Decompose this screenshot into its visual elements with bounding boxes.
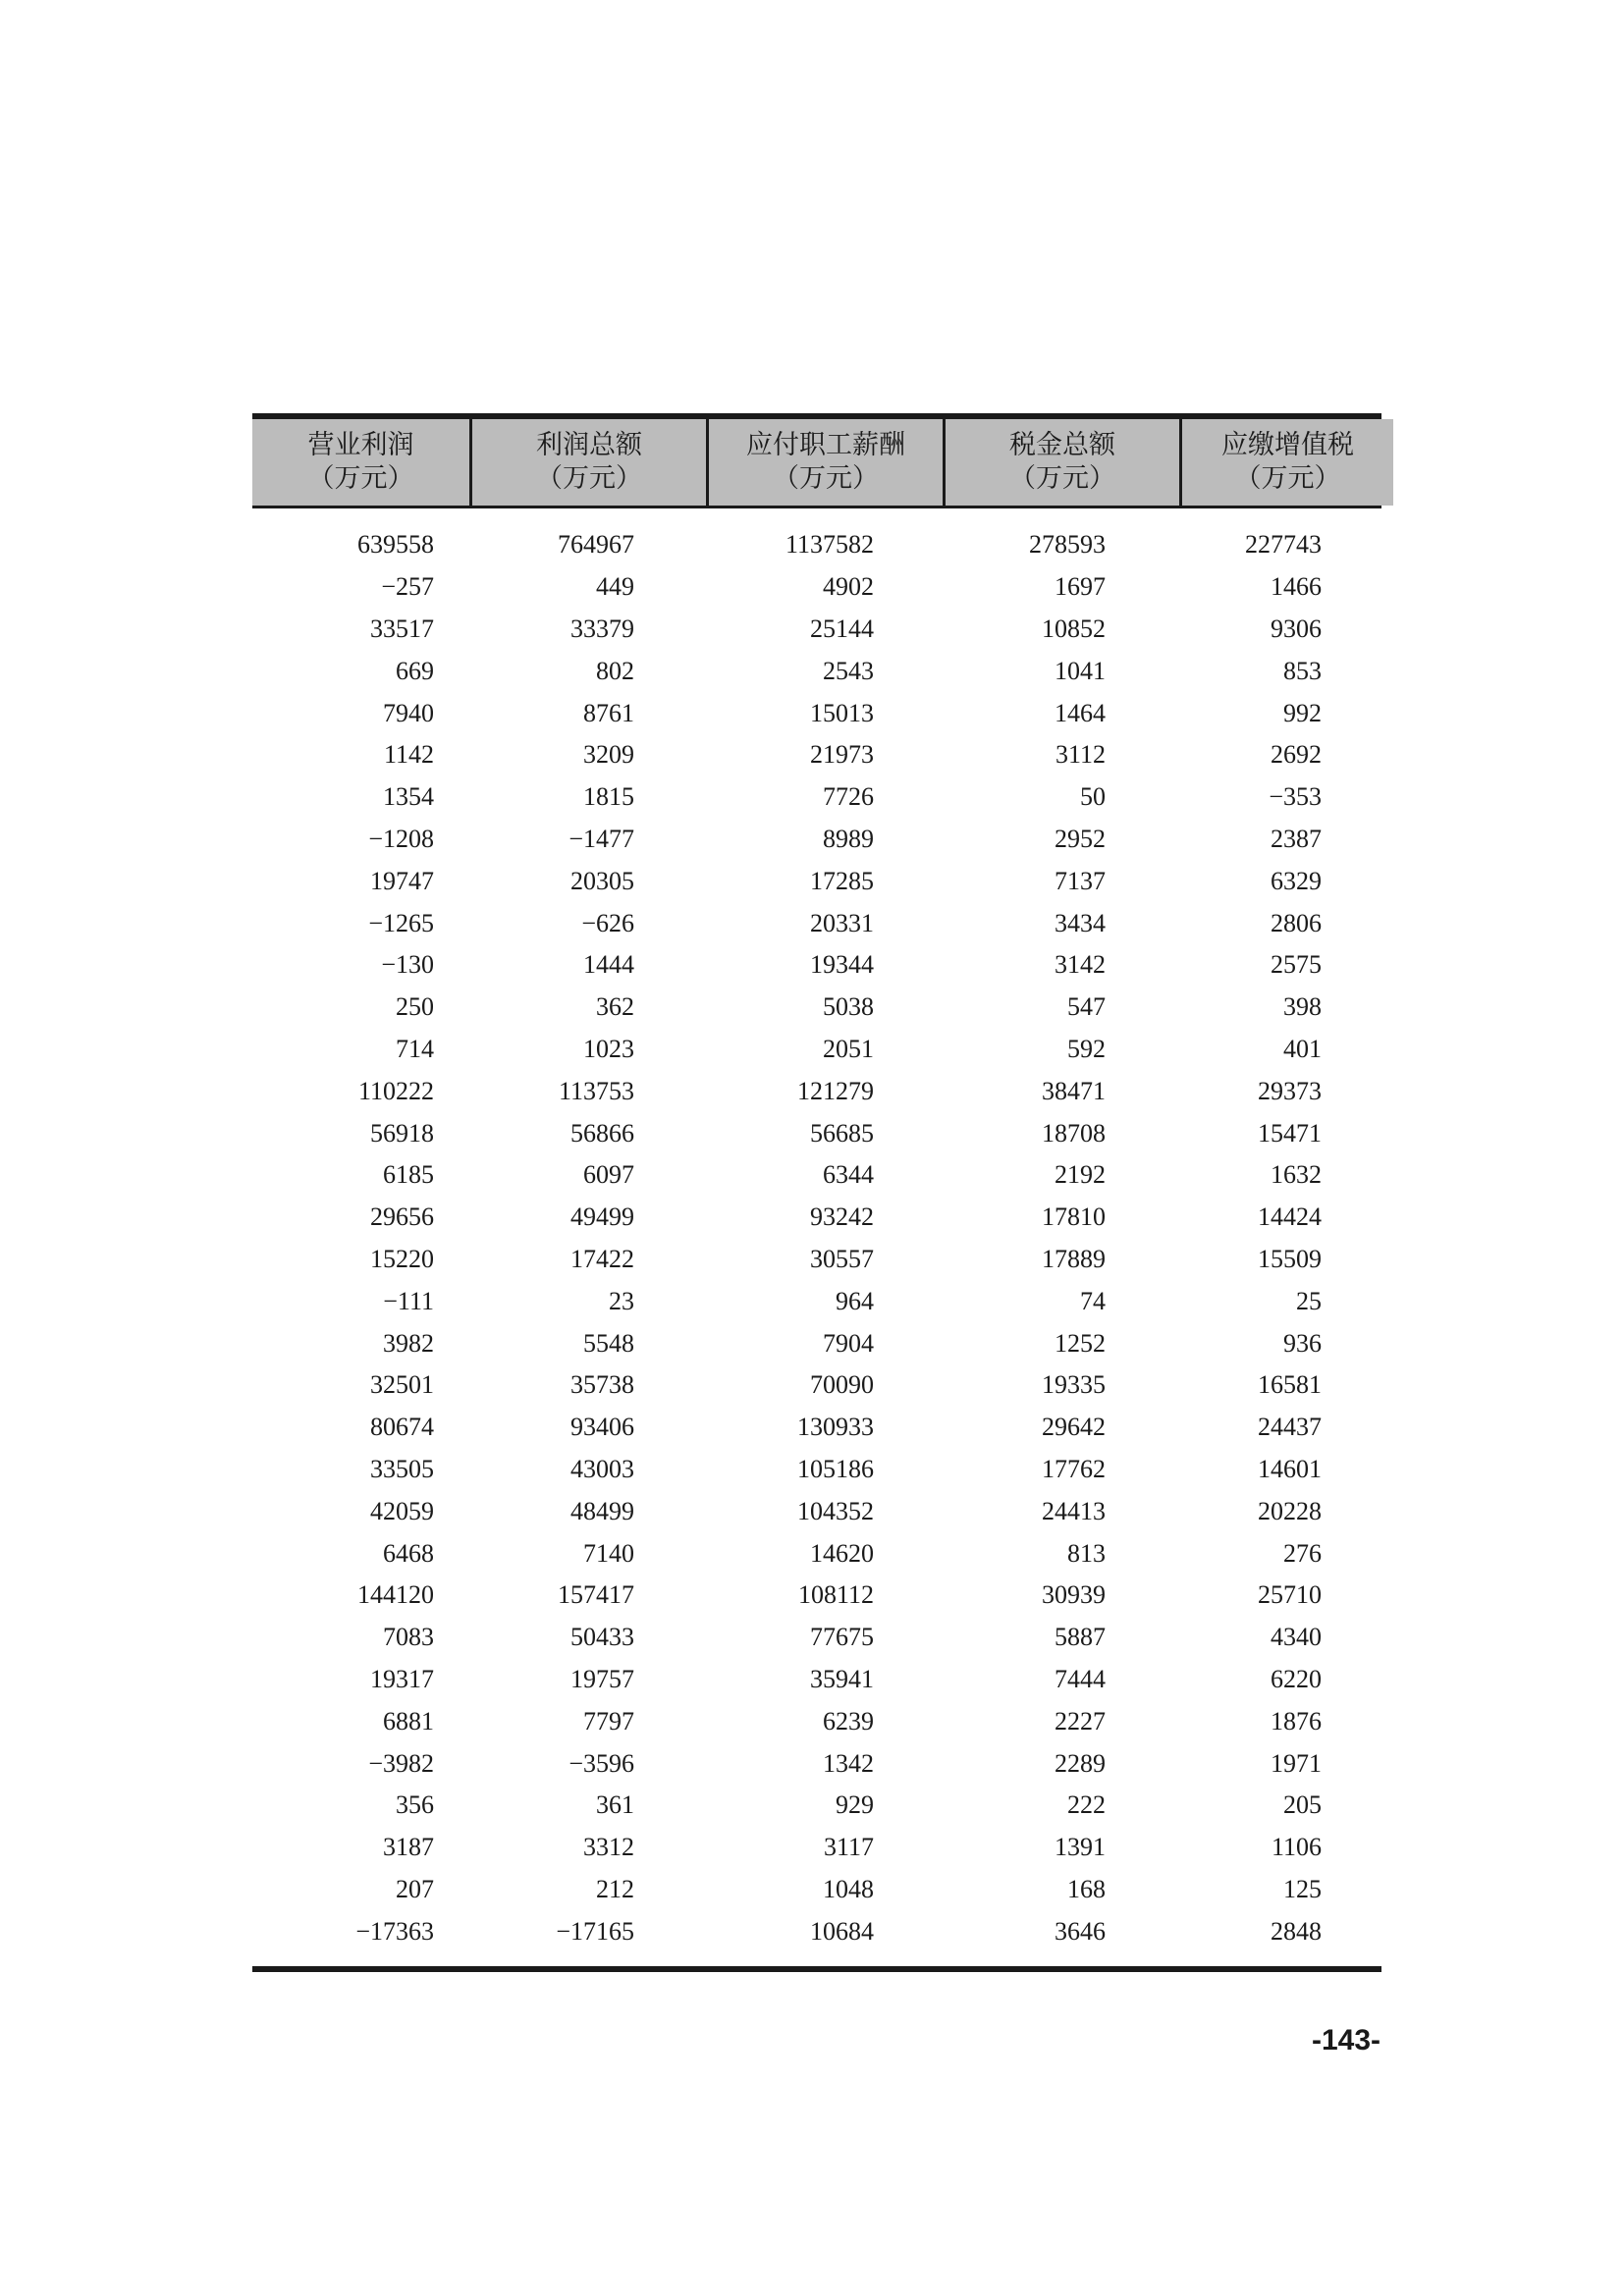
table-row [252, 692, 1381, 734]
data-table-body [252, 524, 1381, 1952]
column-header-name: 应缴增值税 [1221, 430, 1354, 460]
table-cell: −257 [381, 572, 434, 602]
table-cell: 56685 [810, 1118, 874, 1148]
table-row [252, 650, 1381, 692]
table-cell: 5038 [823, 992, 874, 1022]
table-cell: 7140 [583, 1538, 634, 1568]
table-row [252, 776, 1381, 819]
table-cell: 50433 [570, 1623, 634, 1652]
table-cell: 25 [1296, 1286, 1322, 1315]
table-cell: 276 [1283, 1538, 1322, 1568]
table-cell: 19757 [570, 1664, 634, 1693]
table-cell: 77675 [810, 1623, 874, 1652]
table-cell: 7137 [1055, 866, 1106, 895]
table-row [252, 1785, 1381, 1827]
table-row [252, 1239, 1381, 1281]
table-cell: −353 [1269, 782, 1322, 812]
table-cell: 669 [396, 656, 434, 685]
table-cell: 3112 [1055, 740, 1106, 770]
table-cell: 7726 [823, 782, 874, 812]
table-cell: 35941 [810, 1664, 874, 1693]
table-cell: 4902 [823, 572, 874, 602]
table-cell: 547 [1067, 992, 1106, 1022]
table-cell: 30939 [1042, 1580, 1106, 1610]
statistics-table [252, 413, 1381, 1972]
table-cell: 212 [596, 1874, 634, 1903]
table-cell: 3209 [583, 740, 634, 770]
table-cell: 227743 [1245, 530, 1322, 560]
table-cell: 6185 [383, 1160, 434, 1190]
table-row [252, 902, 1381, 944]
table-cell: 113753 [558, 1076, 634, 1105]
table-cell: 56918 [370, 1118, 434, 1148]
table-cell: 10852 [1042, 614, 1106, 643]
table-cell: 929 [836, 1790, 874, 1820]
table-cell: 6344 [823, 1160, 874, 1190]
table-cell: 401 [1283, 1034, 1322, 1063]
column-header-name: 应付职工薪酬 [746, 430, 905, 460]
table-cell: 714 [396, 1034, 434, 1063]
table-cell: 1391 [1055, 1833, 1106, 1862]
table-cell: 1048 [823, 1874, 874, 1903]
table-cell: 43003 [570, 1454, 634, 1483]
table-cell: 17422 [570, 1244, 634, 1273]
table-cell: 38471 [1042, 1076, 1106, 1105]
table-cell: 6239 [823, 1706, 874, 1735]
table-cell: 15013 [810, 698, 874, 727]
column-header [471, 419, 708, 506]
table-cell: 1106 [1271, 1833, 1322, 1862]
table-cell: 7444 [1055, 1664, 1106, 1693]
table-row [252, 1869, 1381, 1911]
table-cell: 110222 [357, 1076, 434, 1105]
column-header [1181, 419, 1394, 506]
table-body [252, 524, 1381, 1952]
table-cell: 3312 [583, 1833, 634, 1862]
table-cell: 362 [596, 992, 634, 1022]
table-cell: 1041 [1055, 656, 1106, 685]
table-row [252, 944, 1381, 987]
table-cell: 19335 [1042, 1370, 1106, 1400]
table-cell: 1697 [1055, 572, 1106, 602]
table-cell: 6329 [1271, 866, 1322, 895]
table-cell: 24413 [1042, 1496, 1106, 1525]
table-cell: 104352 [797, 1496, 874, 1525]
table-cell: 1342 [823, 1748, 874, 1778]
table-cell: 50 [1080, 782, 1106, 812]
table-cell: 49499 [570, 1202, 634, 1232]
table-cell: 1971 [1271, 1748, 1322, 1778]
table-cell: 33505 [370, 1454, 434, 1483]
table-cell: 144120 [357, 1580, 434, 1610]
header-row [252, 419, 1393, 506]
table-cell: 1444 [583, 950, 634, 980]
table-cell: 56866 [570, 1118, 634, 1148]
column-header-unit: （万元） [1234, 463, 1341, 494]
table-cell: 8761 [583, 698, 634, 727]
table-cell: 121279 [797, 1076, 874, 1105]
table-row [252, 524, 1381, 566]
table-row [252, 1490, 1381, 1532]
table-cell: 1815 [583, 782, 634, 812]
table-row [252, 1029, 1381, 1071]
table-cell: 4340 [1271, 1623, 1322, 1652]
table-cell: 33517 [370, 614, 434, 643]
table-cell: 361 [596, 1790, 634, 1820]
table-row [252, 1154, 1381, 1197]
table-cell: 2192 [1055, 1160, 1106, 1190]
column-header-name: 营业利润 [307, 430, 414, 460]
table-cell: −1208 [368, 824, 434, 853]
table-cell: 1252 [1055, 1328, 1106, 1358]
table-row [252, 819, 1381, 861]
table-cell: 125 [1283, 1874, 1322, 1903]
table-cell: 15509 [1258, 1244, 1322, 1273]
table-row [252, 987, 1381, 1029]
table-cell: 16581 [1258, 1370, 1322, 1400]
table-cell: 20305 [570, 866, 634, 895]
table-cell: 250 [396, 992, 434, 1022]
table-cell: 105186 [797, 1454, 874, 1483]
page-number: -143- [1311, 2024, 1380, 2056]
table-cell: 3187 [383, 1833, 434, 1862]
table-cell: 6881 [383, 1706, 434, 1735]
table-cell: 3434 [1055, 908, 1106, 937]
table-cell: 33379 [570, 614, 634, 643]
table-row [252, 1322, 1381, 1364]
table-cell: 2806 [1271, 908, 1322, 937]
table-cell: 3142 [1055, 950, 1106, 980]
table-cell: 2692 [1271, 740, 1322, 770]
table-row [252, 1197, 1381, 1239]
table-cell: 2227 [1055, 1706, 1106, 1735]
table-row [252, 1700, 1381, 1742]
table-row [252, 1112, 1381, 1154]
table-cell: 802 [596, 656, 634, 685]
column-header-unit: （万元） [307, 463, 414, 494]
column-header-name: 利润总额 [536, 430, 642, 460]
table-cell: 70090 [810, 1370, 874, 1400]
table-cell: 17762 [1042, 1454, 1106, 1483]
table-row [252, 1449, 1381, 1491]
table-cell: 2289 [1055, 1748, 1106, 1778]
table-cell: 964 [836, 1286, 874, 1315]
table-cell: 30557 [810, 1244, 874, 1273]
table-cell: 1632 [1271, 1160, 1322, 1190]
table-cell: 207 [396, 1874, 434, 1903]
table-cell: 23 [609, 1286, 634, 1315]
table-cell: 853 [1283, 656, 1322, 685]
table-cell: 2575 [1271, 950, 1322, 980]
column-header-unit: （万元） [536, 463, 642, 494]
column-header [252, 419, 471, 506]
table-cell: 7083 [383, 1623, 434, 1652]
table-cell: 813 [1067, 1538, 1106, 1568]
table-cell: 35738 [570, 1370, 634, 1400]
table-cell: 93242 [810, 1202, 874, 1232]
table-row [252, 1910, 1381, 1952]
table-row [252, 1617, 1381, 1659]
table-cell: 7797 [583, 1706, 634, 1735]
table-cell: 6220 [1271, 1664, 1322, 1693]
table-cell: 6097 [583, 1160, 634, 1190]
table-cell: 80674 [370, 1413, 434, 1442]
table-cell: 7940 [383, 698, 434, 727]
table-cell: 14620 [810, 1538, 874, 1568]
table-cell: 29373 [1258, 1076, 1322, 1105]
table-row [252, 1364, 1381, 1407]
column-header-unit: （万元） [1009, 463, 1115, 494]
table-cell: 6468 [383, 1538, 434, 1568]
table-row [252, 1280, 1381, 1322]
table-cell: 108112 [797, 1580, 874, 1610]
table-row [252, 1407, 1381, 1449]
table-cell: 25144 [810, 614, 874, 643]
table-cell: 19747 [370, 866, 434, 895]
table-cell: 29642 [1042, 1413, 1106, 1442]
table-cell: 24437 [1258, 1413, 1322, 1442]
table-spacer [252, 1952, 1381, 1966]
table-row [252, 1532, 1381, 1575]
table-cell: 592 [1067, 1034, 1106, 1063]
column-header [945, 419, 1181, 506]
column-header-name: 税金总额 [1009, 430, 1115, 460]
table-cell: 18708 [1042, 1118, 1106, 1148]
table-cell: 10684 [810, 1916, 874, 1946]
table-cell: 449 [596, 572, 634, 602]
table-cell: 936 [1283, 1328, 1322, 1358]
table-cell: −1265 [368, 908, 434, 937]
table-cell: −17363 [355, 1916, 434, 1946]
table-cell: 20228 [1258, 1496, 1322, 1525]
table-cell: 15220 [370, 1244, 434, 1273]
table-spacer [252, 508, 1381, 524]
table-cell: 3117 [823, 1833, 874, 1862]
table-cell: 205 [1283, 1790, 1322, 1820]
table-cell: 2543 [823, 656, 874, 685]
table-row [252, 1575, 1381, 1617]
table-cell: 356 [396, 1790, 434, 1820]
table-row [252, 1070, 1381, 1112]
table-cell: 20331 [810, 908, 874, 937]
table-cell: 21973 [810, 740, 874, 770]
table-cell: 1137582 [785, 530, 874, 560]
table-cell: 17810 [1042, 1202, 1106, 1232]
table-cell: 19317 [370, 1664, 434, 1693]
table-cell: 9306 [1271, 614, 1322, 643]
table-cell: −130 [381, 950, 434, 980]
table-cell: 157417 [558, 1580, 634, 1610]
table-cell: 17889 [1042, 1244, 1106, 1273]
table-cell: 1023 [583, 1034, 634, 1063]
column-header-unit: （万元） [773, 463, 879, 494]
table-cell: 7904 [823, 1328, 874, 1358]
table-row [252, 609, 1381, 651]
table-cell: 2848 [1271, 1916, 1322, 1946]
table-cell: 764967 [558, 530, 634, 560]
table-cell: 3982 [383, 1328, 434, 1358]
table-cell: 130933 [797, 1413, 874, 1442]
table-header [252, 419, 1393, 506]
data-table [252, 419, 1393, 506]
table-cell: 32501 [370, 1370, 434, 1400]
table-cell: −17165 [556, 1916, 634, 1946]
table-cell: 278593 [1029, 530, 1106, 560]
column-header [708, 419, 945, 506]
table-cell: 29656 [370, 1202, 434, 1232]
table-cell: 1354 [383, 782, 434, 812]
table-cell: 398 [1283, 992, 1322, 1022]
table-cell: 5887 [1055, 1623, 1106, 1652]
table-cell: −1477 [568, 824, 634, 853]
table-cell: 42059 [370, 1496, 434, 1525]
table-cell: −3596 [568, 1748, 634, 1778]
table-cell: 2952 [1055, 824, 1106, 853]
table-cell: 14424 [1258, 1202, 1322, 1232]
table-cell: 168 [1067, 1874, 1106, 1903]
table-cell: 48499 [570, 1496, 634, 1525]
table-row [252, 1827, 1381, 1869]
table-bottom-rule [252, 1966, 1381, 1972]
table-cell: 19344 [810, 950, 874, 980]
table-row [252, 860, 1381, 902]
table-cell: 222 [1067, 1790, 1106, 1820]
table-cell: 25710 [1258, 1580, 1322, 1610]
table-cell: 2051 [823, 1034, 874, 1063]
table-cell: 1876 [1271, 1706, 1322, 1735]
table-cell: 1464 [1055, 698, 1106, 727]
table-cell: 14601 [1258, 1454, 1322, 1483]
table-cell: 17285 [810, 866, 874, 895]
table-cell: 2387 [1271, 824, 1322, 853]
table-row [252, 566, 1381, 609]
table-cell: 3646 [1055, 1916, 1106, 1946]
table-cell: 8989 [823, 824, 874, 853]
table-row [252, 1742, 1381, 1785]
table-row [252, 734, 1381, 776]
table-cell: 15471 [1258, 1118, 1322, 1148]
table-cell: 1142 [383, 740, 434, 770]
table-row [252, 1659, 1381, 1701]
table-cell: 992 [1283, 698, 1322, 727]
table-cell: −3982 [368, 1748, 434, 1778]
table-cell: 74 [1080, 1286, 1106, 1315]
table-cell: 93406 [570, 1413, 634, 1442]
table-cell: 639558 [357, 530, 434, 560]
table-cell: −626 [581, 908, 634, 937]
table-cell: 5548 [583, 1328, 634, 1358]
table-cell: −111 [383, 1286, 434, 1315]
table-cell: 1466 [1271, 572, 1322, 602]
